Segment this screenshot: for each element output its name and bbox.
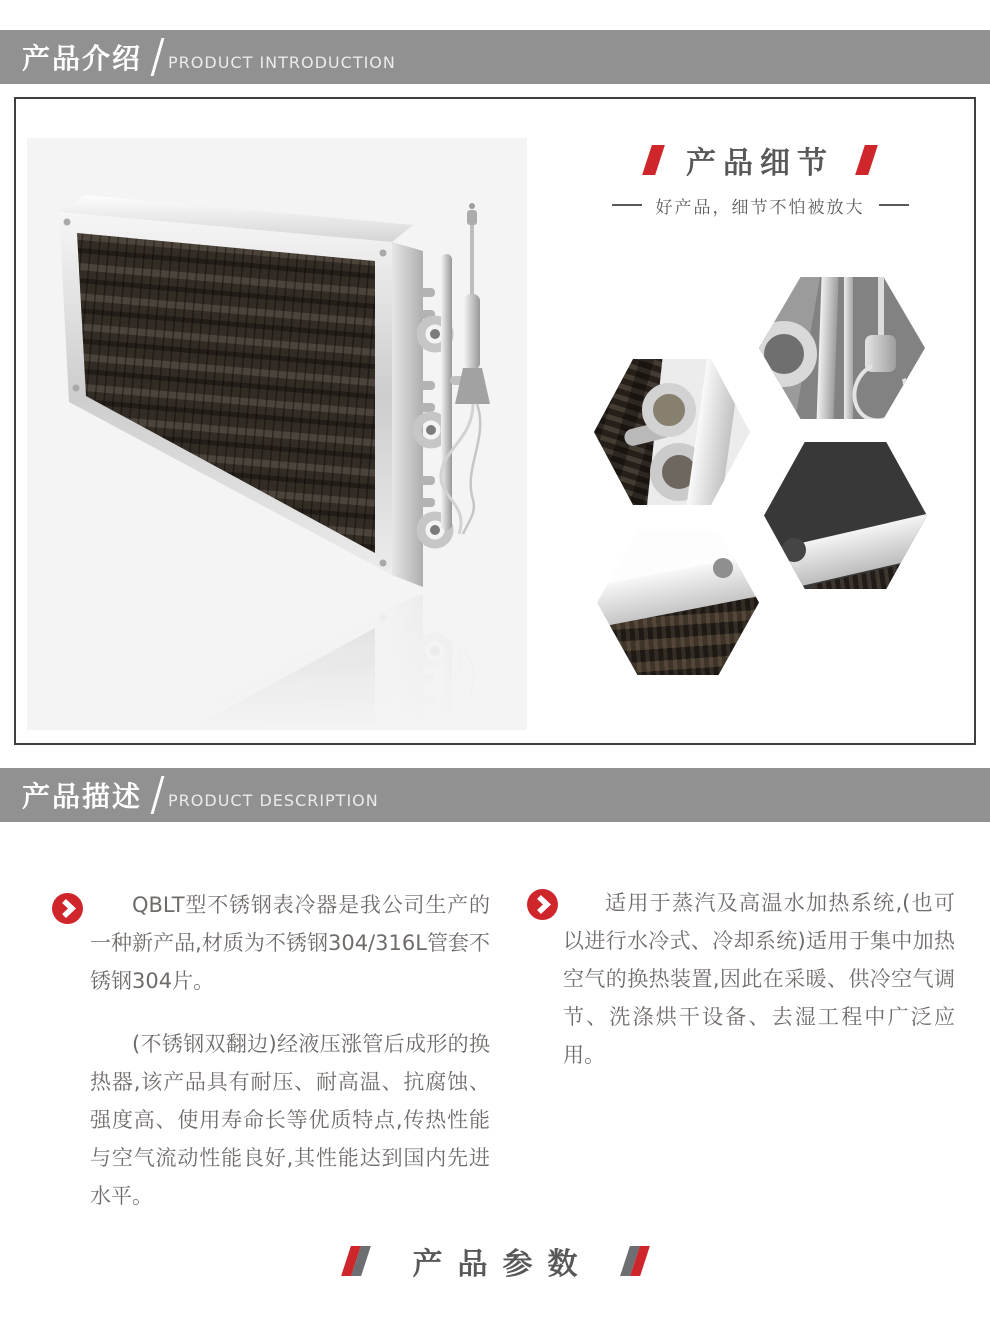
hex-photo-frame-corner-fins <box>597 530 759 675</box>
product-showcase-box <box>14 97 976 745</box>
description-right-column <box>563 884 955 1074</box>
subtitle-line-left <box>612 204 642 206</box>
slash-divider-icon <box>151 776 165 814</box>
product-photo <box>27 138 527 730</box>
double-slash-icon <box>620 1246 650 1276</box>
parameters-title: 产品参数 <box>412 1247 593 1282</box>
description-left-column <box>90 886 490 1215</box>
red-slash-icon <box>855 145 878 175</box>
vertical-pipe <box>816 277 839 419</box>
banner-title-zh: 产品描述 <box>22 780 143 813</box>
hex-photo-coil-u-bends <box>594 359 750 505</box>
chevron-right-icon <box>527 889 558 920</box>
description-paragraph: (不锈钢双翻边)经液压涨管后成形的换热器,该产品具有耐压、耐高温、抗腐蚀、强度高、使用寿命长等优质特点,传热性能与空气流动性能良好,其性能达到国内先进水平。 <box>90 1032 490 1208</box>
double-slash-icon <box>341 1246 371 1276</box>
chevron-right-icon <box>52 893 83 924</box>
red-slash-icon <box>642 145 665 175</box>
hex-photo-pipe-and-sensor <box>759 277 925 419</box>
banner-title-en: PRODUCT INTRODUCTION <box>168 52 396 72</box>
mounting-hole <box>713 558 733 578</box>
parameters-title-block <box>0 1243 990 1282</box>
subtitle-line-right <box>879 204 909 206</box>
slash-divider-icon <box>151 38 165 76</box>
description-paragraph: QBLT型不锈钢表冷器是我公司生产的一种新产品,材质为不锈钢304/316L管套不锈钢304片。 <box>90 893 490 993</box>
detail-subtitle-block <box>554 193 966 217</box>
hex-photo-frame-corner-dark <box>764 442 927 589</box>
detail-subtitle: 好产品，细节不怕被放大 <box>655 197 865 218</box>
mounting-hole <box>782 538 806 562</box>
pipe-bend-ring <box>759 321 817 387</box>
description-paragraph: 适用于蒸汽及高温水加热系统,(也可以进行水冷式、冷却系统)适用于集中加热空气的换热装置,因此在采暖、供冷空气调节、洗涤烘干设备、去湿工程中广泛应用。 <box>563 891 955 1067</box>
capillary-wire <box>843 353 916 419</box>
section-banner-introduction <box>0 30 990 84</box>
detail-title-block <box>554 137 966 183</box>
sensor-rod <box>878 277 884 343</box>
section-banner-description <box>0 768 990 822</box>
frame-edge <box>683 359 742 505</box>
banner-title-zh: 产品介绍 <box>22 42 143 75</box>
banner-title-en: PRODUCT DESCRIPTION <box>168 790 379 810</box>
heat-exchanger-illustration <box>27 138 527 730</box>
u-bend-ring <box>642 383 696 437</box>
detail-title: 产品细节 <box>686 146 834 181</box>
